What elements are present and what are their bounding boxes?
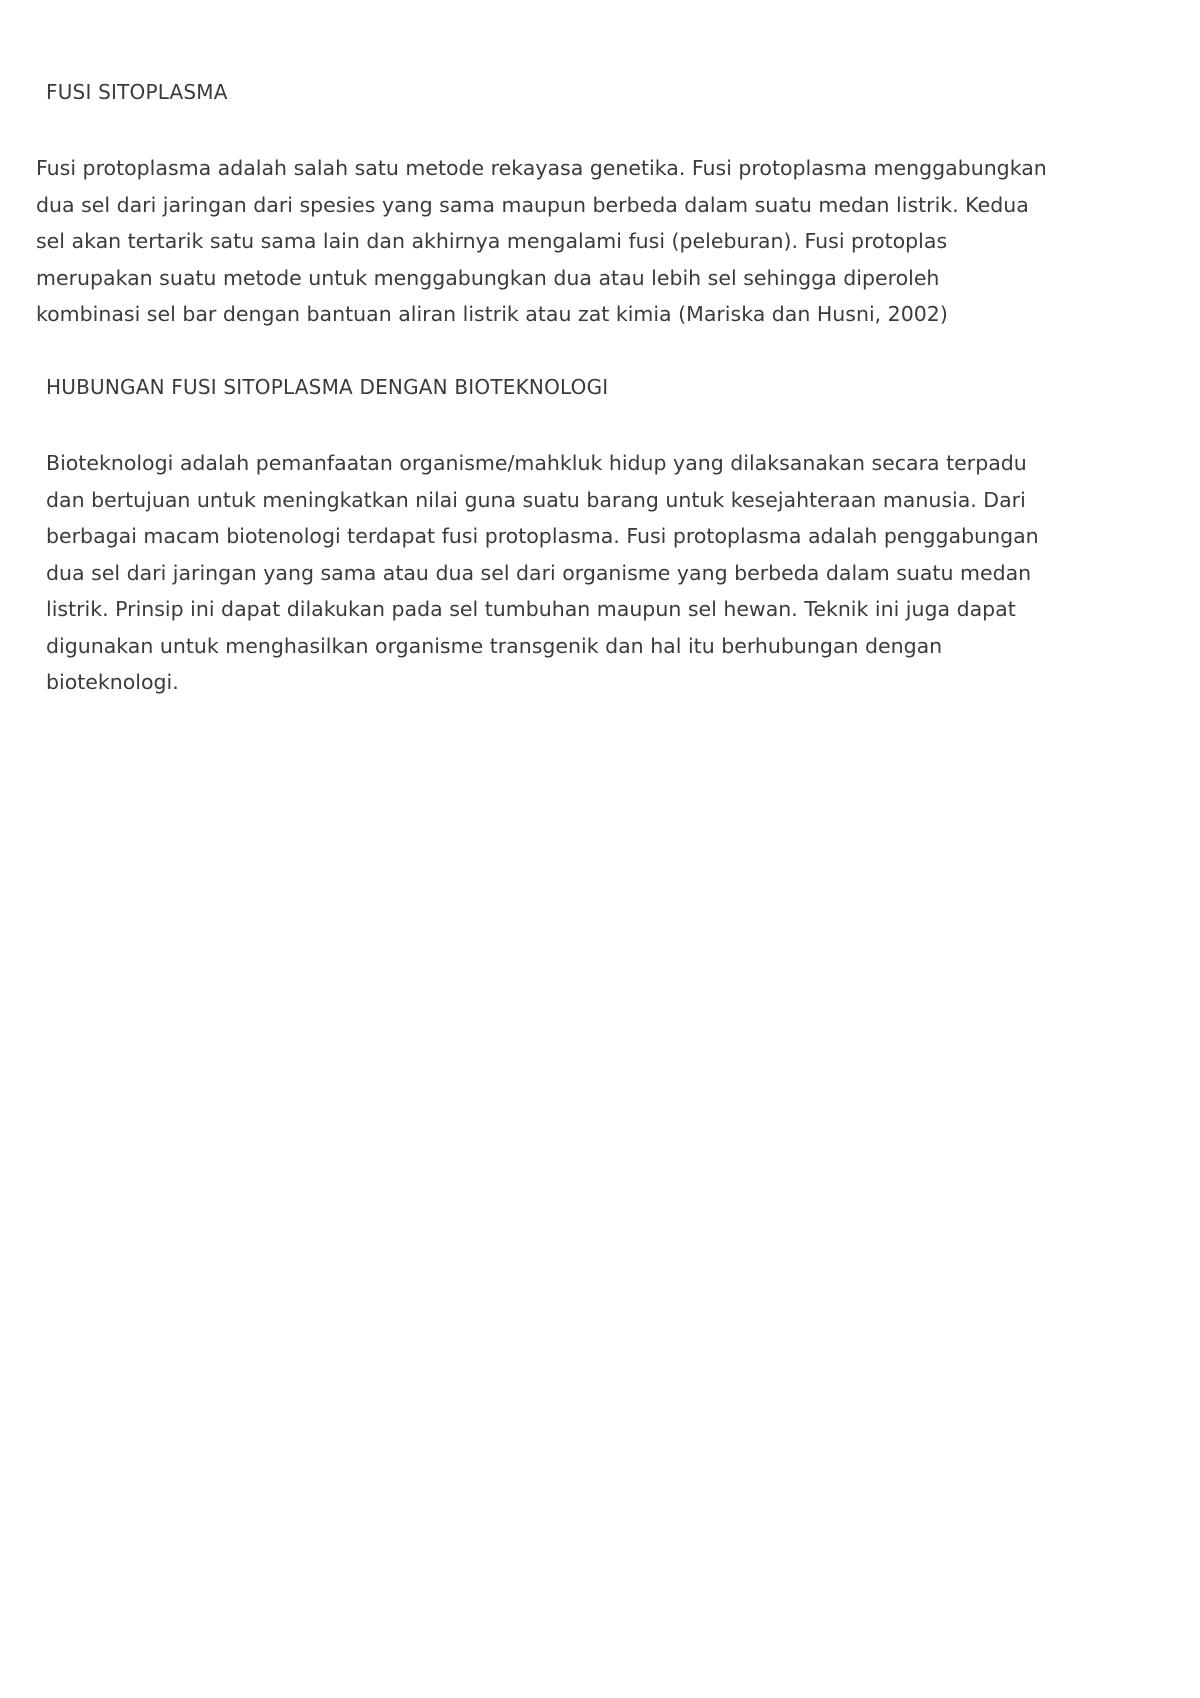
paragraph-line: Bioteknologi adalah pemanfaatan organisme/mahkluk hidup yang dilaksanakan secara terpadu — [46, 451, 1027, 475]
paragraph-line: bioteknologi. — [46, 670, 179, 694]
paragraph-line: berbagai macam biotenologi terdapat fusi protoplasma. Fusi protoplasma adalah penggabungan — [46, 524, 1039, 548]
paragraph-line: merupakan suatu metode untuk menggabungkan dua atau lebih sel sehingga diperoleh — [36, 265, 940, 290]
paragraph-line: listrik. Prinsip ini dapat dilakukan pada sel tumbuhan maupun sel hewan. Teknik ini juga dapat — [46, 597, 1016, 621]
section-heading-fusi-sitoplasma: FUSI SITOPLASMA — [46, 80, 228, 104]
paragraph-bioteknologi — [46, 445, 1039, 701]
paragraph-line: kombinasi sel bar dengan bantuan aliran listrik atau zat kimia (Mariska dan Husni, 2002) — [36, 302, 948, 326]
paragraph-line: dan bertujuan untuk meningkatkan nilai guna suatu barang untuk kesejahteraan manusia. Dari — [46, 487, 1026, 512]
section-heading-hubungan-bioteknologi: HUBUNGAN FUSI SITOPLASMA DENGAN BIOTEKNOLOGI — [46, 375, 609, 399]
paragraph-line: sel akan tertarik satu sama lain dan akhirnya mengalami fusi (peleburan). Fusi protoplas — [36, 229, 948, 253]
paragraph-line: dua sel dari jaringan dari spesies yang sama maupun berbeda dalam suatu medan listrik. Kedua — [36, 192, 1029, 217]
paragraph-line: dua sel dari jaringan yang sama atau dua sel dari organisme yang berbeda dalam suatu medan — [46, 560, 1032, 585]
paragraph-fusi-protoplasma — [36, 150, 1047, 333]
paragraph-line: Fusi protoplasma adalah salah satu metode rekayasa genetika. Fusi protoplasma menggabungkan — [36, 156, 1047, 180]
paragraph-line: digunakan untuk menghasilkan organisme transgenik dan hal itu berhubungan dengan — [46, 633, 943, 658]
